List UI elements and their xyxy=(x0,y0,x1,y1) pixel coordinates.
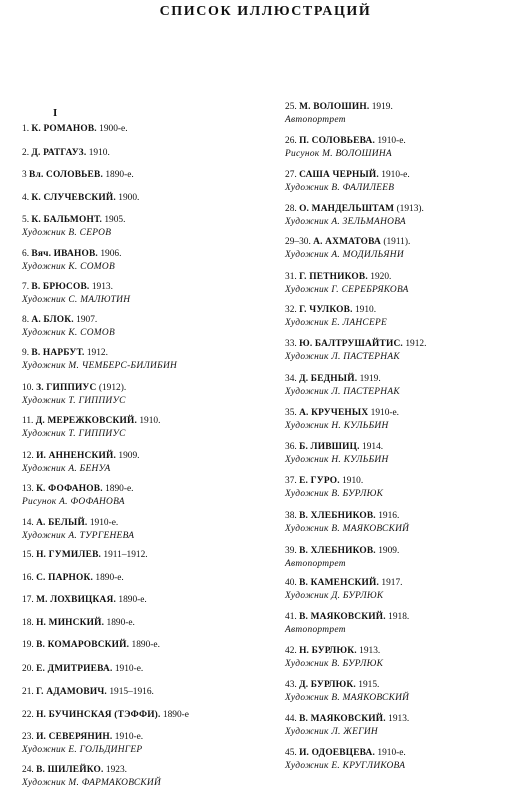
entry-poet-name: Вяч. ИВАНОВ. xyxy=(31,249,98,259)
entry-artist-credit: Художник В. МАЯКОВСКИЙ xyxy=(285,524,410,534)
entry-number: 43. xyxy=(285,680,297,690)
entry-poet-name: Ю. БАЛТРУШАЙТИС. xyxy=(299,339,403,349)
illustration-entry xyxy=(22,572,262,585)
entry-heading xyxy=(285,169,525,182)
entry-artist-credit: Художник А. ТУРГЕНЕВА xyxy=(22,531,135,541)
entry-heading xyxy=(22,594,262,607)
illustration-entry xyxy=(22,663,262,676)
illustration-entry xyxy=(285,338,525,364)
entry-date: 1910. xyxy=(88,148,110,158)
illustration-entry xyxy=(22,617,262,630)
entry-heading xyxy=(22,314,262,327)
entry-poet-name: Д. РАТГАУЗ. xyxy=(31,148,87,158)
entry-poet-name: О. МАНДЕЛЬШТАМ xyxy=(299,204,395,214)
entry-number: 16. xyxy=(22,573,34,583)
entry-artist-credit: Художник К. СОМОВ xyxy=(22,328,115,338)
illustration-entry xyxy=(285,101,525,127)
entry-artist-credit: Художник М. ЧЕМБЕРС-БИЛИБИН xyxy=(22,361,178,371)
entry-artist-credit: Художник В. БУРЛЮК xyxy=(285,489,384,499)
entry-date: 1890-е. xyxy=(131,640,160,650)
entry-number: 3 xyxy=(22,170,27,180)
entry-artist-credit: Художник Е. ЛАНСЕРЕ xyxy=(285,318,388,328)
entry-artist-credit: Художник Д. БУРЛЮК xyxy=(285,591,384,601)
entry-artist-credit: Художник К. СОМОВ xyxy=(22,262,115,272)
entry-number: 40. xyxy=(285,578,297,588)
entry-number: 27. xyxy=(285,170,297,180)
illustration-entry xyxy=(285,679,525,705)
entry-heading xyxy=(22,617,262,630)
entry-heading xyxy=(285,135,525,148)
entry-artist-credit: Художник В. СЕРОВ xyxy=(22,228,112,238)
entry-poet-name: К. ФОФАНОВ. xyxy=(36,484,103,494)
illustration-entry xyxy=(285,577,525,603)
entry-artist-credit: Художник М. ФАРМАКОВСКИЙ xyxy=(22,778,162,788)
illustration-entry xyxy=(22,764,262,790)
entry-date: (1912). xyxy=(98,383,127,393)
entry-poet-name: И. СЕВЕРЯНИН. xyxy=(36,732,113,742)
entry-poet-name: Г. АДАМОВИЧ. xyxy=(36,687,107,697)
entry-artist-credit: Художник Т. ГИППИУС xyxy=(22,396,126,406)
entry-date: 1909. xyxy=(378,546,400,556)
entry-date: 1916. xyxy=(378,511,400,521)
entry-number: 45. xyxy=(285,748,297,758)
entry-number: 25. xyxy=(285,102,297,112)
entry-poet-name: М. ЛОХВИЦКАЯ. xyxy=(36,595,117,605)
entry-heading xyxy=(22,192,262,205)
entry-artist-credit: Художник Л. ПАСТЕРНАК xyxy=(285,352,400,362)
entry-date: 1915–1916. xyxy=(109,687,154,697)
entry-number: 5. xyxy=(22,215,30,225)
entry-number: 18. xyxy=(22,618,34,628)
entry-date: 1914. xyxy=(362,442,384,452)
entry-number: 44. xyxy=(285,714,297,724)
illustration-entry xyxy=(285,407,525,433)
entry-date: (1911). xyxy=(383,237,411,247)
entry-heading xyxy=(22,214,262,227)
entry-poet-name: В. КОМАРОВСКИЙ. xyxy=(36,640,130,650)
entry-date: 1919. xyxy=(371,102,393,112)
entry-artist-credit: Художник Л. ЖЕГИН xyxy=(285,727,378,737)
illustration-entry xyxy=(285,747,525,773)
illustration-entry xyxy=(22,709,262,722)
entry-poet-name: И. АННЕНСКИЙ. xyxy=(36,451,117,461)
illustration-entry xyxy=(22,549,262,562)
entry-heading xyxy=(22,382,262,395)
entry-date: 1913. xyxy=(388,714,410,724)
illustration-entry xyxy=(285,236,525,262)
entry-date: 1911–1912. xyxy=(103,550,148,560)
entry-poet-name: Е. ГУРО. xyxy=(299,476,340,486)
entry-heading xyxy=(22,572,262,585)
entry-heading xyxy=(285,510,525,523)
entry-heading xyxy=(285,679,525,692)
entry-poet-name: В. КАМЕНСКИЙ. xyxy=(299,578,380,588)
illustration-entry xyxy=(22,382,262,408)
entry-date: 1917. xyxy=(381,578,403,588)
entry-number: 31. xyxy=(285,272,297,282)
illustration-entry xyxy=(22,731,262,757)
illustration-entry xyxy=(22,450,262,476)
entry-date: 1910. xyxy=(342,476,364,486)
entry-date: 1919. xyxy=(359,374,381,384)
entry-heading xyxy=(22,123,262,136)
entry-poet-name: САША ЧЕРНЫЙ. xyxy=(299,170,379,180)
entry-date: 1913. xyxy=(91,282,113,292)
entry-artist-credit: Автопортрет xyxy=(285,559,346,569)
entry-artist-credit: Художник Г. СЕРЕБРЯКОВА xyxy=(285,285,409,295)
entry-poet-name: А. КРУЧЕНЫХ xyxy=(299,408,369,418)
entry-poet-name: Б. ЛИВШИЦ. xyxy=(299,442,360,452)
entry-number: 33. xyxy=(285,339,297,349)
illustration-entry xyxy=(22,415,262,441)
illustration-entry xyxy=(22,686,262,699)
entry-heading xyxy=(285,271,525,284)
entry-number: 21. xyxy=(22,687,34,697)
entry-date: 1910. xyxy=(139,416,161,426)
entry-artist-credit: Художник А. МОДИЛЬЯНИ xyxy=(285,250,404,260)
entry-artist-credit: Художник А. БЕНУА xyxy=(22,464,111,474)
entry-poet-name: В. НАРБУТ. xyxy=(31,348,85,358)
entry-poet-name: Н. ГУМИЛЕВ. xyxy=(36,550,102,560)
entry-heading xyxy=(22,248,262,261)
entry-artist-credit: Художник В. БУРЛЮК xyxy=(285,659,384,669)
entry-heading xyxy=(22,415,262,428)
entry-number: 19. xyxy=(22,640,34,650)
entry-number: 42. xyxy=(285,646,297,656)
entry-poet-name: К. РОМАНОВ. xyxy=(31,124,97,134)
entry-heading xyxy=(22,169,262,182)
entry-date: 1907. xyxy=(76,315,98,325)
entry-poet-name: К. СЛУЧЕВСКИЙ. xyxy=(31,193,116,203)
entry-heading xyxy=(22,709,262,722)
entry-poet-name: А. АХМАТОВА xyxy=(313,237,381,247)
entry-poet-name: В. МАЯКОВСКИЙ. xyxy=(299,714,386,724)
entry-poet-name: Н. БУРЛЮК. xyxy=(299,646,357,656)
entry-number: 20. xyxy=(22,664,34,674)
entry-poet-name: П. СОЛОВЬЕВА. xyxy=(299,136,375,146)
illustration-entry xyxy=(22,214,262,240)
illustration-entry xyxy=(22,248,262,274)
entry-heading xyxy=(285,545,525,558)
entry-number: 2. xyxy=(22,148,30,158)
illustration-entry xyxy=(22,169,262,182)
entry-number: 39. xyxy=(285,546,297,556)
entry-number: 8. xyxy=(22,315,30,325)
entry-artist-credit: Рисунок А. ФОФАНОВА xyxy=(22,497,125,507)
entry-heading xyxy=(22,450,262,463)
entry-heading xyxy=(285,407,525,420)
entry-number: 29–30. xyxy=(285,237,311,247)
entry-date: 1920. xyxy=(370,272,392,282)
entry-date: 1905. xyxy=(104,215,126,225)
entry-date: 1890-е xyxy=(162,710,189,720)
entry-number: 9. xyxy=(22,348,30,358)
entry-number: 23. xyxy=(22,732,34,742)
entry-heading xyxy=(285,747,525,760)
entry-date: 1910-е. xyxy=(377,136,406,146)
entry-date: 1910-е. xyxy=(377,748,406,758)
entry-number: 14. xyxy=(22,518,34,528)
entry-number: 12. xyxy=(22,451,34,461)
entry-number: 36. xyxy=(285,442,297,452)
illustration-entry xyxy=(22,594,262,607)
illustration-entry xyxy=(285,304,525,330)
entry-number: 15. xyxy=(22,550,34,560)
entry-heading xyxy=(285,304,525,317)
entry-artist-credit: Художник Е. ГОЛЬДИНГЕР xyxy=(22,745,143,755)
entry-number: 13. xyxy=(22,484,34,494)
entry-heading xyxy=(285,373,525,386)
entry-poet-name: Н. МИНСКИЙ. xyxy=(36,618,105,628)
illustration-entry xyxy=(285,611,525,637)
entry-heading xyxy=(22,347,262,360)
entry-poet-name: В. ХЛЕБНИКОВ. xyxy=(299,546,376,556)
entry-poet-name: Е. ДМИТРИЕВА. xyxy=(36,664,113,674)
entry-date: 1923. xyxy=(105,765,127,775)
entry-poet-name: Г. ПЕТНИКОВ. xyxy=(299,272,368,282)
entry-date: 1910-е. xyxy=(381,170,410,180)
entry-poet-name: Н. БУЧИНСКАЯ (ТЭФФИ). xyxy=(36,710,161,720)
entry-date: 1910-е. xyxy=(114,664,144,674)
entry-poet-name: И. ОДОЕВЦЕВА. xyxy=(299,748,376,758)
illustration-entry xyxy=(285,545,525,571)
entry-number: 4. xyxy=(22,193,30,203)
illustration-entry xyxy=(285,510,525,536)
entry-heading xyxy=(22,731,262,744)
entry-date: 1910-е. xyxy=(370,408,400,418)
entry-heading xyxy=(285,203,525,216)
entry-poet-name: В. МАЯКОВСКИЙ. xyxy=(299,612,386,622)
entry-heading xyxy=(285,611,525,624)
entry-number: 37. xyxy=(285,476,297,486)
entry-artist-credit: Автопортрет xyxy=(285,625,346,635)
entry-heading xyxy=(285,645,525,658)
entry-heading xyxy=(22,517,262,530)
entry-artist-credit: Художник Т. ГИППИУС xyxy=(22,429,126,439)
entry-date: 1890-е. xyxy=(95,573,124,583)
illustration-entry xyxy=(22,192,262,205)
entry-heading xyxy=(22,686,262,699)
illustration-entry xyxy=(285,271,525,297)
entry-artist-credit: Автопортрет xyxy=(285,115,346,125)
entry-heading xyxy=(22,483,262,496)
entry-heading xyxy=(285,713,525,726)
entry-heading xyxy=(285,441,525,454)
entry-number: 10. xyxy=(22,383,34,393)
entry-poet-name: Г. ЧУЛКОВ. xyxy=(299,305,353,315)
entry-number: 34. xyxy=(285,374,297,384)
entry-date: 1890-е. xyxy=(118,595,147,605)
entry-poet-name: М. ВОЛОШИН. xyxy=(299,102,370,112)
illustration-entry xyxy=(285,713,525,739)
entry-number: 17. xyxy=(22,595,34,605)
entry-date: 1912. xyxy=(405,339,427,349)
entry-heading xyxy=(285,475,525,488)
entry-number: 6. xyxy=(22,249,30,259)
entry-heading xyxy=(22,147,262,160)
entry-artist-credit: Художник Л. ПАСТЕРНАК xyxy=(285,387,400,397)
illustration-entry xyxy=(285,203,525,229)
entry-poet-name: Вл. СОЛОВЬЕВ. xyxy=(29,170,104,180)
entry-number: 26. xyxy=(285,136,297,146)
illustration-entry xyxy=(22,123,262,136)
illustration-entry xyxy=(22,639,262,652)
entry-poet-name: Д. БЕДНЫЙ. xyxy=(299,374,358,384)
entry-artist-credit: Художник В. МАЯКОВСКИЙ xyxy=(285,693,410,703)
illustration-entry xyxy=(285,135,525,161)
entry-poet-name: К. БАЛЬМОНТ. xyxy=(31,215,103,225)
entry-date: 1910-е. xyxy=(89,518,119,528)
illustration-entry xyxy=(22,483,262,509)
entry-number: 41. xyxy=(285,612,297,622)
entry-date: 1913. xyxy=(359,646,381,656)
entry-date: 1890-е. xyxy=(105,484,134,494)
illustration-entry xyxy=(285,373,525,399)
illustration-entry xyxy=(22,314,262,340)
entry-artist-credit: Рисунок М. ВОЛОШИНА xyxy=(285,149,392,159)
entry-heading xyxy=(22,639,262,652)
entry-heading xyxy=(22,663,262,676)
entry-poet-name: С. ПАРНОК. xyxy=(36,573,94,583)
entry-date: 1909. xyxy=(118,451,140,461)
illustration-entry xyxy=(22,347,262,373)
entry-poet-name: З. ГИППИУС xyxy=(36,383,97,393)
entry-number: 22. xyxy=(22,710,34,720)
entry-heading xyxy=(285,236,525,249)
entry-number: 7. xyxy=(22,282,30,292)
entry-date: 1900-е. xyxy=(99,124,128,134)
illustration-entry xyxy=(22,517,262,543)
illustration-entry xyxy=(285,169,525,195)
illustration-entry xyxy=(285,475,525,501)
entry-heading xyxy=(22,281,262,294)
entry-date: 1915. xyxy=(358,680,380,690)
entry-artist-credit: Художник А. ЗЕЛЬМАНОВА xyxy=(285,217,406,227)
entry-poet-name: В. БРЮСОВ. xyxy=(31,282,90,292)
entry-heading xyxy=(22,764,262,777)
entry-heading xyxy=(22,549,262,562)
entry-heading xyxy=(285,101,525,114)
section-mark: I xyxy=(53,107,58,119)
illustration-entry xyxy=(22,281,262,307)
entry-artist-credit: Художник Н. КУЛЬБИН xyxy=(285,455,389,465)
entry-date: 1906. xyxy=(100,249,122,259)
entry-poet-name: А. БЕЛЫЙ. xyxy=(36,518,88,528)
entry-number: 38. xyxy=(285,511,297,521)
entry-poet-name: Д. МЕРЕЖКОВСКИЙ. xyxy=(35,416,138,426)
entry-date: 1900. xyxy=(118,193,140,203)
illustration-entry xyxy=(285,645,525,671)
entry-poet-name: Д. БУРЛЮК. xyxy=(299,680,356,690)
entry-number: 11. xyxy=(22,416,34,426)
entry-date: 1910-е. xyxy=(114,732,144,742)
entry-number: 32. xyxy=(285,305,297,315)
entry-artist-credit: Художник Н. КУЛЬБИН xyxy=(285,421,389,431)
page-title: СПИСОК ИЛЛЮСТРАЦИЙ xyxy=(159,4,372,19)
entry-number: 24. xyxy=(22,765,34,775)
entry-artist-credit: Художник Е. КРУГЛИКОВА xyxy=(285,761,406,771)
entry-poet-name: В. ШИЛЕЙКО. xyxy=(36,765,104,775)
entry-date: (1913). xyxy=(396,204,424,214)
entry-date: 1912. xyxy=(86,348,108,358)
entry-poet-name: А. БЛОК. xyxy=(31,315,74,325)
entry-number: 1. xyxy=(22,124,30,134)
entry-date: 1890-е. xyxy=(106,618,135,628)
entry-heading xyxy=(285,338,525,351)
entry-artist-credit: Художник С. МАЛЮТИН xyxy=(22,295,131,305)
entry-date: 1918. xyxy=(388,612,410,622)
illustration-entry xyxy=(22,147,262,160)
entry-poet-name: В. ХЛЕБНИКОВ. xyxy=(299,511,376,521)
entry-artist-credit: Художник В. ФАЛИЛЕЕВ xyxy=(285,183,395,193)
entry-date: 1890-е. xyxy=(105,170,134,180)
entry-number: 35. xyxy=(285,408,297,418)
entry-number: 28. xyxy=(285,204,297,214)
entry-date: 1910. xyxy=(354,305,377,315)
illustration-entry xyxy=(285,441,525,467)
entry-heading xyxy=(285,577,525,590)
